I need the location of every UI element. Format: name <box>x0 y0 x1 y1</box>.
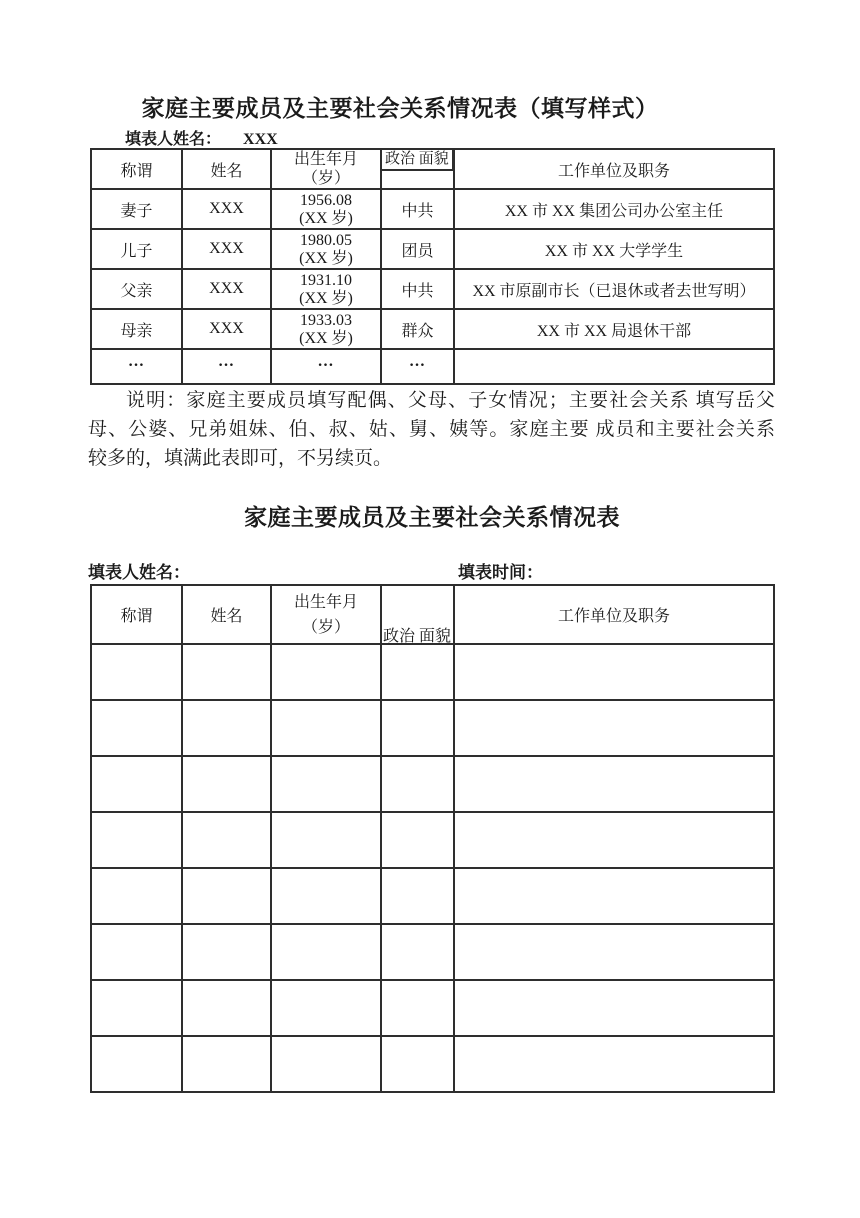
blank-cell <box>381 924 454 980</box>
name-cell: … <box>182 349 271 384</box>
blank-cell <box>91 868 182 924</box>
birth-cell: 1980.05 (XX 岁) <box>271 229 381 269</box>
blank-cell <box>91 980 182 1036</box>
blank-cell <box>454 812 774 868</box>
sample-filler-label: 填表人姓名： <box>125 131 222 148</box>
blank-form-title: 家庭主要成员及主要社会关系情况表 <box>244 505 620 530</box>
sample-header-relation: 称谓 <box>91 149 182 189</box>
blank-row <box>91 924 774 980</box>
note-line-2: 母、公婆、兄弟姐妹、伯、叔、姑、舅、姨等。家庭主要 成员和主要社会关系 <box>88 419 775 440</box>
name-cell: XXX <box>182 229 271 269</box>
sample-header-birth-line2: （岁） <box>301 170 350 187</box>
blank-cell <box>182 1036 271 1092</box>
blank-header-birth <box>271 585 381 644</box>
birth-cell: 1956.08 (XX 岁) <box>271 189 381 229</box>
blank-header-work: 工作单位及职务 <box>454 585 774 644</box>
politics-cell: 中共 <box>381 269 454 309</box>
blank-cell <box>182 756 271 812</box>
sample-row <box>91 189 774 229</box>
sample-row <box>91 269 774 309</box>
blank-cell <box>271 1036 381 1092</box>
work-cell: XX 市 XX 集团公司办公室主任 <box>454 189 774 229</box>
blank-cell <box>91 1036 182 1092</box>
sample-header-politics-box: 政治 面貌 <box>381 149 454 171</box>
blank-row <box>91 1036 774 1092</box>
blank-cell <box>182 868 271 924</box>
work-cell: XX 市 XX 局退休干部 <box>454 309 774 349</box>
blank-header-relation: 称谓 <box>91 585 182 644</box>
name-cell: XXX <box>182 269 271 309</box>
politics-cell: … <box>381 349 454 384</box>
sample-row <box>91 309 774 349</box>
blank-row <box>91 700 774 756</box>
relation-cell: … <box>91 349 182 384</box>
blank-cell <box>182 644 271 700</box>
name-cell: XXX <box>182 309 271 349</box>
work-cell: XX 市原副市长（已退休或者去世写明） <box>454 269 774 309</box>
blank-cell <box>381 700 454 756</box>
relation-cell: 父亲 <box>91 269 182 309</box>
blank-cell <box>91 924 182 980</box>
blank-cell <box>91 644 182 700</box>
blank-cell <box>182 700 271 756</box>
blank-cell <box>381 812 454 868</box>
sample-header-row <box>91 149 774 189</box>
blank-cell <box>454 1036 774 1092</box>
blank-cell <box>271 812 381 868</box>
blank-header-row <box>91 585 774 644</box>
sample-header-name: 姓名 <box>182 149 271 189</box>
sample-header-politics <box>381 149 454 189</box>
sample-header-birth-line1: 出生年月 <box>293 151 358 168</box>
blank-header-birth-line2: （岁） <box>301 618 350 636</box>
blank-header-name: 姓名 <box>182 585 271 644</box>
sample-table <box>90 148 775 385</box>
blank-cell <box>271 644 381 700</box>
blank-cell <box>91 812 182 868</box>
blank-filler-label: 填表人姓名： <box>88 563 190 582</box>
blank-cell <box>381 868 454 924</box>
relation-cell: 妻子 <box>91 189 182 229</box>
blank-cell <box>271 980 381 1036</box>
birth-cell: 1933.03 (XX 岁) <box>271 309 381 349</box>
blank-row <box>91 812 774 868</box>
sample-row-ellipsis <box>91 349 774 384</box>
politics-cell: 团员 <box>381 229 454 269</box>
relation-cell: 母亲 <box>91 309 182 349</box>
blank-cell <box>271 700 381 756</box>
politics-cell: 群众 <box>381 309 454 349</box>
blank-row <box>91 756 774 812</box>
blank-cell <box>271 924 381 980</box>
sample-header-work: 工作单位及职务 <box>454 149 774 189</box>
blank-cell <box>381 980 454 1036</box>
blank-cell <box>454 644 774 700</box>
blank-header-politics-text: 政治 面貌 <box>383 628 452 644</box>
sample-filler-line <box>125 126 284 149</box>
blank-cell <box>271 756 381 812</box>
politics-cell: 中共 <box>381 189 454 229</box>
blank-cell <box>91 756 182 812</box>
blank-row <box>91 980 774 1036</box>
blank-header-birth-line1: 出生年月 <box>293 593 358 611</box>
blank-cell <box>381 644 454 700</box>
blank-cell <box>182 980 271 1036</box>
blank-cell <box>182 924 271 980</box>
relation-cell: 儿子 <box>91 229 182 269</box>
sample-header-birth <box>271 149 381 189</box>
birth-cell: … <box>271 349 381 384</box>
blank-time-label: 填表时间： <box>458 563 543 582</box>
name-cell: XXX <box>182 189 271 229</box>
note-line-3: 较多的，填满此表即可，不另续页。 <box>88 448 393 469</box>
blank-cell <box>454 700 774 756</box>
note-line-1: 说明：家庭主要成员填写配偶、父母、子女情况；主要社会关系 填写岳父 <box>126 390 775 411</box>
birth-cell: 1931.10 (XX 岁) <box>271 269 381 309</box>
blank-cell <box>454 868 774 924</box>
blank-cell <box>381 756 454 812</box>
note-paragraph <box>88 386 775 473</box>
work-cell: XX 市 XX 大学学生 <box>454 229 774 269</box>
sample-row <box>91 229 774 269</box>
blank-cell <box>381 1036 454 1092</box>
blank-cell <box>182 812 271 868</box>
sample-filler-value: XXX <box>237 131 284 150</box>
work-cell <box>454 349 774 384</box>
blank-cell <box>91 700 182 756</box>
blank-header-politics <box>381 585 454 644</box>
sample-form-title: 家庭主要成员及主要社会关系情况表（填写样式） <box>141 96 659 121</box>
blank-cell <box>271 868 381 924</box>
blank-cell <box>454 756 774 812</box>
blank-cell <box>454 980 774 1036</box>
blank-row <box>91 868 774 924</box>
blank-table <box>90 584 775 1093</box>
blank-cell <box>454 924 774 980</box>
blank-row <box>91 644 774 700</box>
